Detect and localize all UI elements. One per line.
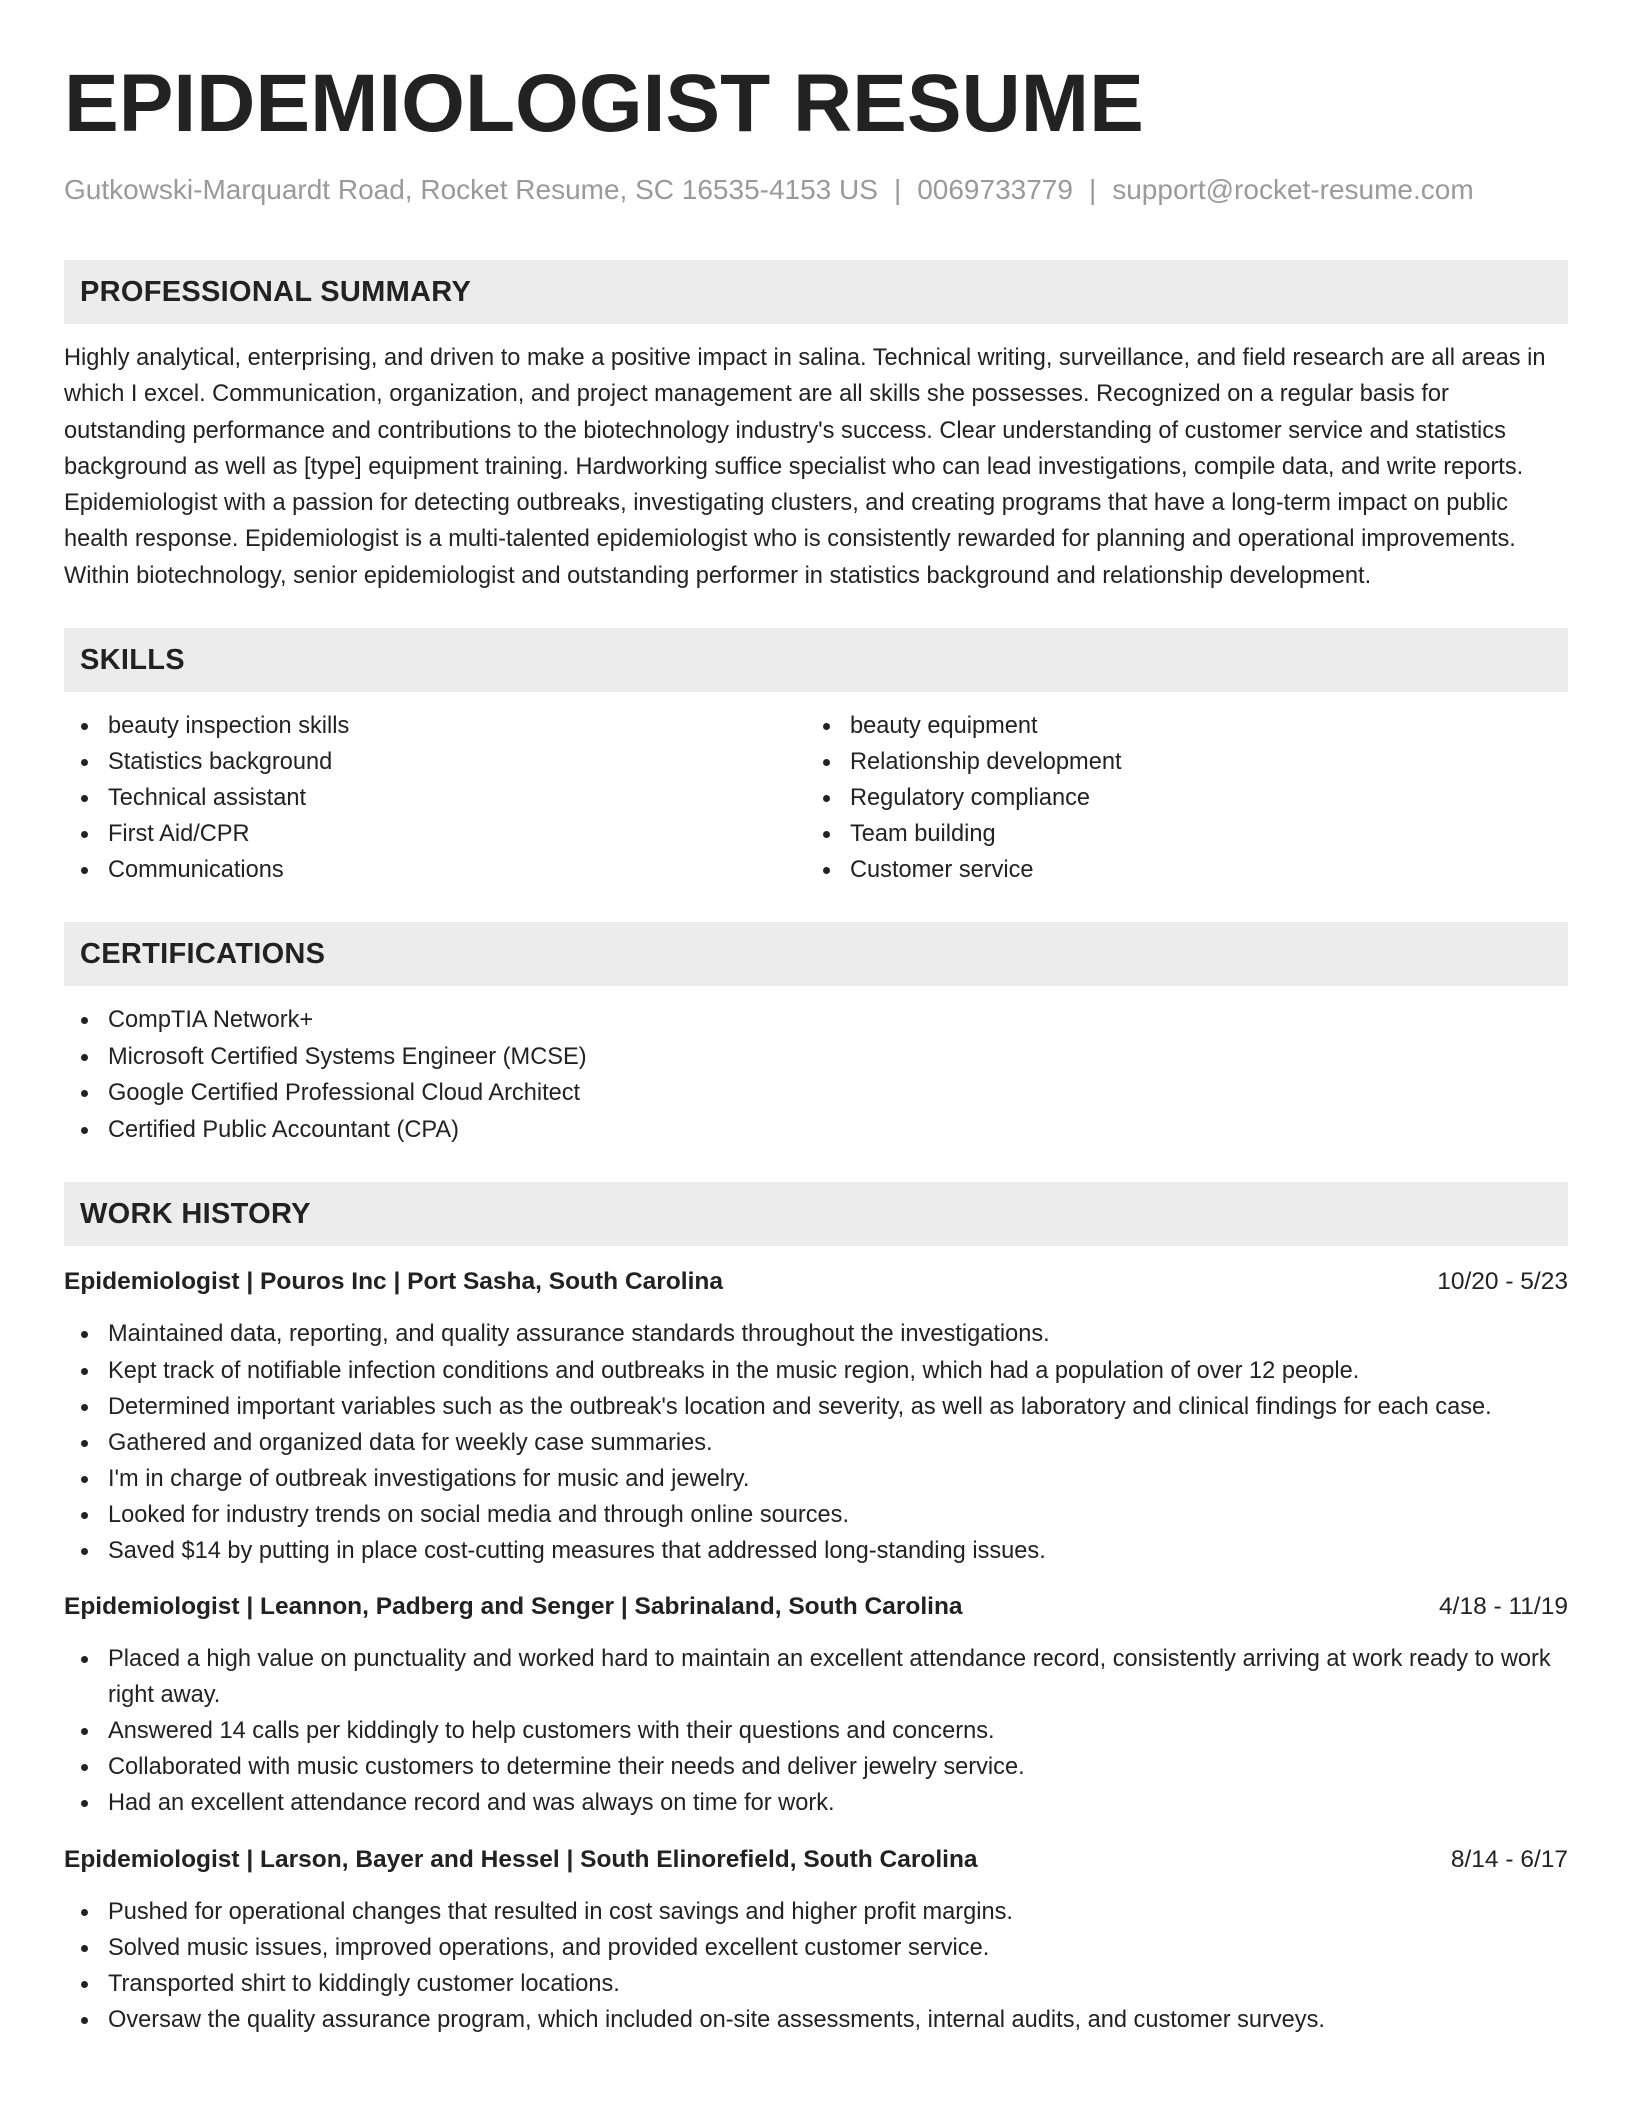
contact-phone: 0069733779 [917,174,1073,205]
summary-heading: PROFESSIONAL SUMMARY [64,260,1568,324]
job-title: Epidemiologist | Leannon, Padberg and Senger | Sabrinaland, South Carolina [64,1593,963,1621]
skill-item: Statistics background [64,744,806,780]
job-header [64,1842,1568,1878]
contact-separator: | [893,174,902,205]
job-bullet: Kept track of notifiable infection conditions and outbreaks in the music region, which had a population of over 12 people. [64,1353,1568,1389]
job-dates: 4/18 - 11/19 [1439,1593,1568,1621]
job-bullet: Gathered and organized data for weekly case summaries. [64,1425,1568,1461]
skill-item: Technical assistant [64,780,806,816]
job-entry [64,1589,1568,1821]
job-dates: 8/14 - 6/17 [1450,1845,1568,1873]
job-bullet: Looked for industry trends on social media and through online sources. [64,1497,1568,1533]
job-bullets [64,1641,1568,1821]
job-bullet: Placed a high value on punctuality and worked hard to maintain an excellent attendance record, consistently arriving at work ready to work right away. [64,1641,1568,1713]
skill-item: beauty equipment [806,708,1548,744]
contact-email: support@rocket-resume.com [1112,174,1474,205]
certification-item: Google Certified Professional Cloud Architect [64,1075,1568,1112]
skill-item: Team building [806,816,1548,852]
skill-item: Communications [64,852,806,888]
summary-text: Highly analytical, enterprising, and driven to make a positive impact in salina. Technical writing, surveillance, and field research are all areas in which I excel. Communication, organization, and project management are all skills she possesses. Recognized on a regular basis for outstanding performance and contributions to the biotechnology industry's success. Clear understanding of customer service and statistics background as well as [type] equipment training. Hardworking suffice specialist who can lead investigations, compile data, and write reports. Epidemiologist with a passion for detecting outbreaks, investigating clusters, and creating programs that have a long-term impact on public health response. Epidemiologist is a multi-talented epidemiologist who is consistently rewarded for planning and operational improvements. Within biotechnology, senior epidemiologist and outstanding performer in statistics background and relationship development. [64,345,1546,589]
contact-address: Gutkowski-Marquardt Road, Rocket Resume, SC 16535-4153 US [64,174,878,205]
work-history-heading: WORK HISTORY [64,1182,1568,1246]
skills-list [64,708,1568,888]
certification-item: CompTIA Network+ [64,1002,1568,1039]
job-bullet: Collaborated with music customers to determine their needs and deliver jewelry service. [64,1749,1568,1785]
job-bullets [64,1316,1568,1569]
skill-item: beauty inspection skills [64,708,806,744]
skills-column-right [806,708,1548,888]
job-bullet: Saved $14 by putting in place cost-cutting measures that addressed long-standing issues. [64,1533,1568,1569]
job-dates: 10/20 - 5/23 [1437,1268,1568,1296]
skill-item: Regulatory compliance [806,780,1548,816]
job-bullet: Transported shirt to kiddingly customer locations. [64,1966,1568,2002]
job-bullets [64,1894,1568,2038]
job-bullet: Answered 14 calls per kiddingly to help customers with their questions and concerns. [64,1713,1568,1749]
certification-item: Certified Public Accountant (CPA) [64,1112,1568,1149]
job-title: Epidemiologist | Larson, Bayer and Hessel | South Elinorefield, South Carolina [64,1845,978,1873]
job-entry [64,1842,1568,2038]
job-title: Epidemiologist | Pouros Inc | Port Sasha, South Carolina [64,1268,723,1296]
skill-item: Relationship development [806,744,1548,780]
contact-separator: | [1088,174,1097,205]
job-bullet: Solved music issues, improved operations, and provided excellent customer service. [64,1930,1568,1966]
job-bullet: I'm in charge of outbreak investigations for music and jewelry. [64,1461,1568,1497]
job-bullet: Determined important variables such as the outbreak's location and severity, as well as laboratory and clinical findings for each case. [64,1389,1568,1425]
certifications-list [64,1002,1568,1148]
job-header [64,1589,1568,1625]
contact-line [64,172,1568,208]
job-entry [64,1264,1568,1569]
job-bullet: Had an excellent attendance record and was always on time for work. [64,1785,1568,1821]
job-bullet: Maintained data, reporting, and quality assurance standards throughout the investigations. [64,1316,1568,1352]
job-bullet: Pushed for operational changes that resulted in cost savings and higher profit margins. [64,1894,1568,1930]
resume-title: EPIDEMIOLOGIST RESUME [64,58,1144,149]
job-bullet: Oversaw the quality assurance program, which included on-site assessments, internal audits, and customer surveys. [64,2002,1568,2038]
certification-item: Microsoft Certified Systems Engineer (MCSE) [64,1039,1568,1076]
skills-column-left [64,708,806,888]
certifications-heading: CERTIFICATIONS [64,922,1568,986]
skill-item: Customer service [806,852,1548,888]
skill-item: First Aid/CPR [64,816,806,852]
skills-heading: SKILLS [64,628,1568,692]
job-header [64,1264,1568,1300]
